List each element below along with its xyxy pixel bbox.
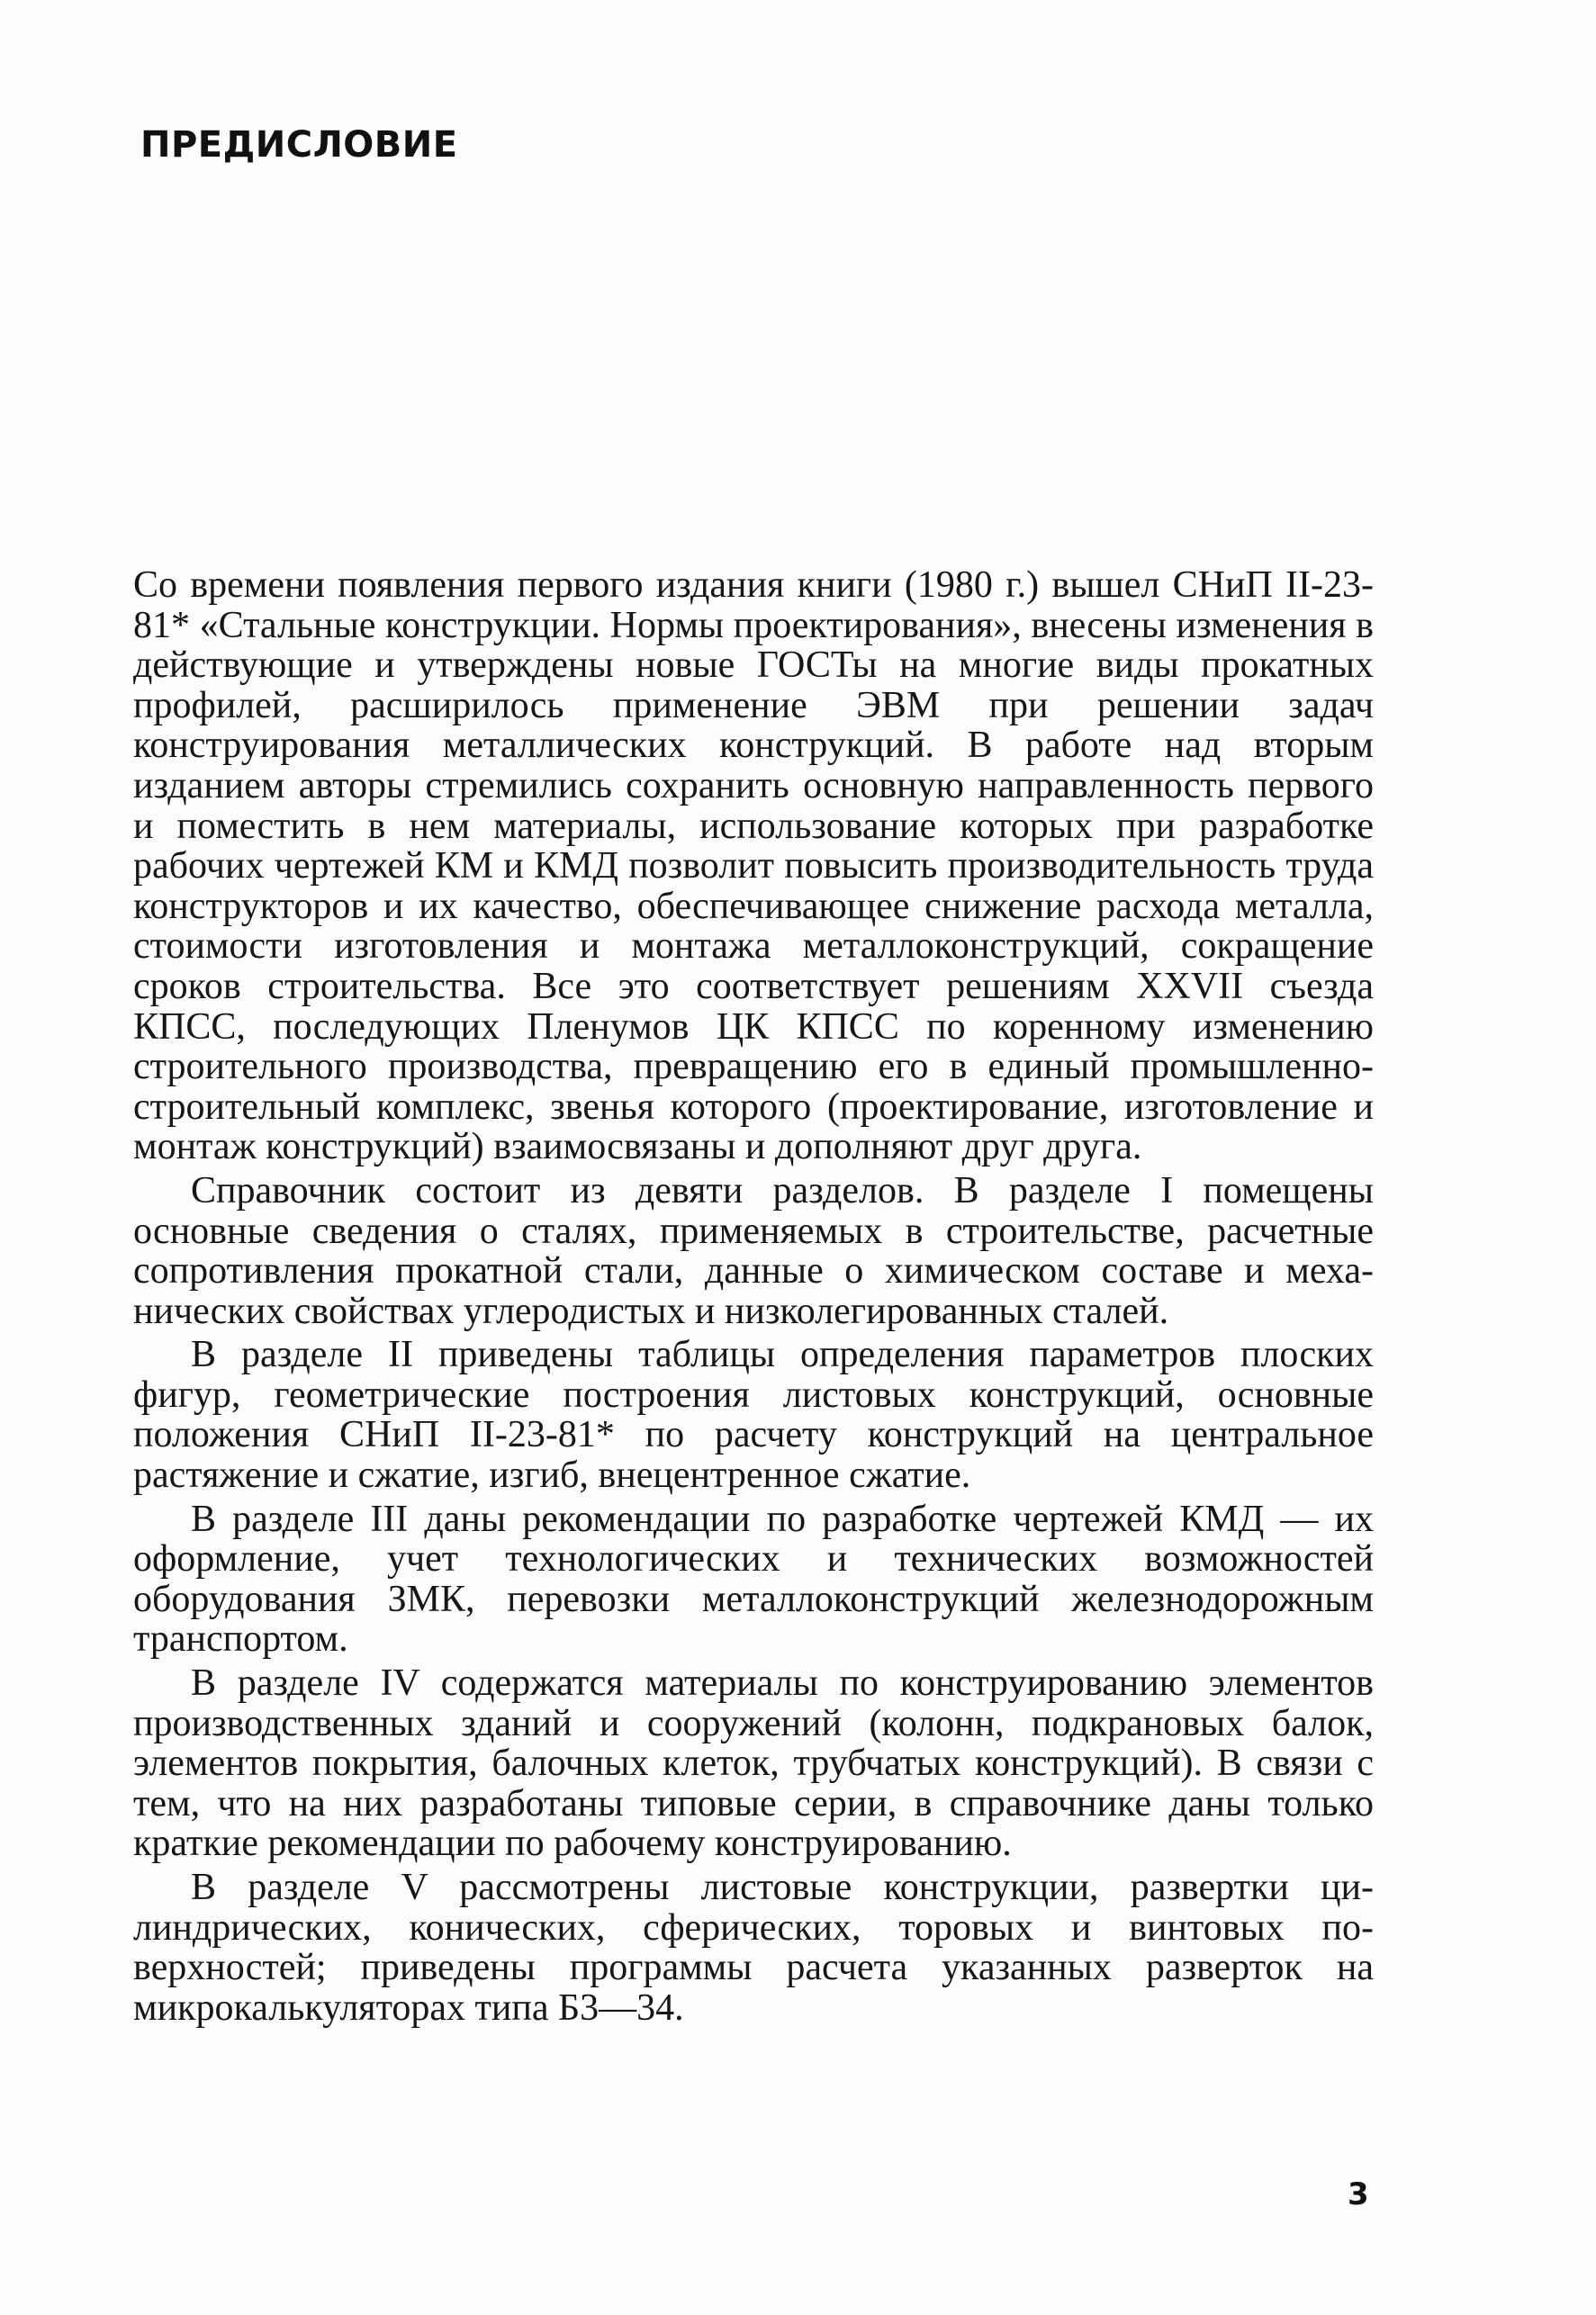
- preface-body: [133, 565, 1374, 2031]
- paragraph: В разделе V рассмотрены листовые конструкции, развертки цилиндрических, конических, сферических, торовых и винтовых поверхностей; приведены программы расчета указанных разверток на микрокалькуляторах типа Б3—34.: [133, 1867, 1374, 2029]
- paragraph: В разделе III даны рекомендации по разработке чертежей КМД — их оформление, учет технологических и технических возможностей оборудования ЗМК, перевозки металлоконструкций железнодорожным транспортом.: [133, 1498, 1374, 1661]
- paragraph: Со времени появления первого издания книги (1980 г.) вышел СНиП II-23-81* «Стальные конструкции. Нормы проектирования», внесены изменения в действующие и утверждены новые ГОСТы на многие виды прокатных профилей, расширилось применение ЭВМ при решении задач конструирования металлических конструкций. В работе над вторым изданием авторы стремились сохранить основную направленность первого и поместить в нем материалы, использование которых при разработке рабочих чертежей КМ и КМД позволит повысить производительность труда конструкторов и их качество, обеспечивающее снижение расхода металла, стоимости изготовления и монтажа металлоконструкций, сокращение сроков строительства. Все это соответствует решениям XXVII съезда КПСС, последующих Пленумов ЦК КПСС по коренному изменению строительного производства, превращению его в единый промышленно-строительный комплекс, звенья которого (проектирование, изготовление и монтаж конструкций) взаимосвязаны и дополняют друг друга.: [133, 564, 1374, 1168]
- page-number: 3: [1348, 2176, 1369, 2212]
- paragraph: Справочник состоит из девяти разделов. В разделе I помещены основные сведения о сталях, применяемых в строительстве, расчетные сопротивления прокатной стали, данные о химическом составе и механических свойствах углеродистых и низколегированных сталей.: [133, 1169, 1374, 1332]
- paragraph: В разделе IV содержатся материалы по конструированию элементов производственных зданий и сооружений (колонн, подкрановых балок, элементов покрытия, балочных клеток, трубчатых конструкций). В связи с тем, что на них разработаны типовые серии, в справочнике даны только краткие рекомендации по рабочему конструированию.: [133, 1662, 1374, 1865]
- page-title: ПРЕДИСЛОВИЕ: [140, 124, 458, 166]
- paragraph: В разделе II приведены таблицы определения параметров плоских фигур, геометрические построения листовых конструкций, основные положения СНиП II-23-81* по расчету конструкций на центральное растяжение и сжатие, изгиб, внецентренное сжатие.: [133, 1334, 1374, 1497]
